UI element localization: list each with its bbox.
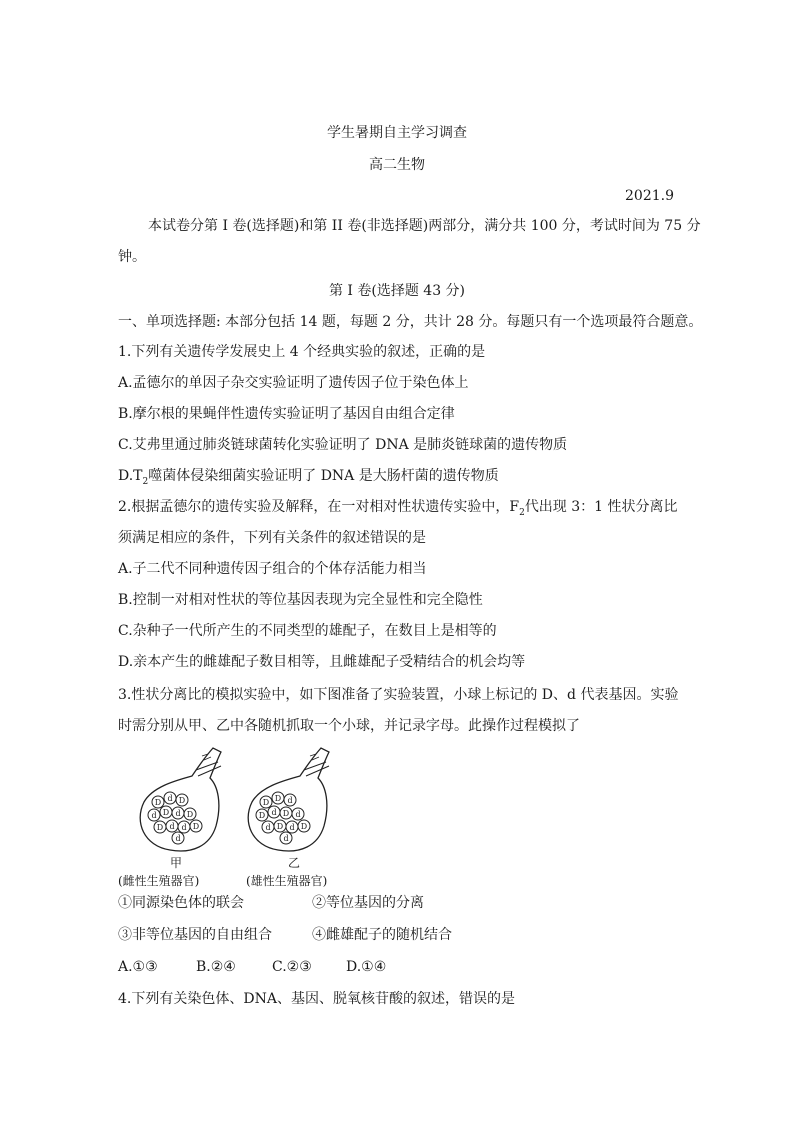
q3-choice-3: ③非等位基因的自由组合 <box>118 927 272 943</box>
intro-line-1: 本试卷分第 I 卷(选择题)和第 II 卷(非选择题)两部分，满分共 100 分，考试时间为 75 分 <box>148 218 701 234</box>
svg-text:D: D <box>258 811 266 820</box>
q2-option-d: D.亲本产生的雌雄配子数目相等，且雌雄配子受精结合的机会均等 <box>118 654 526 670</box>
q3-stem-line-2: 时需分别从甲、乙中各随机抓取一个小球，并记录字母。此操作过程模拟了 <box>118 718 580 734</box>
svg-text:D: D <box>274 794 282 803</box>
svg-text:D: D <box>162 808 170 817</box>
svg-text:d: d <box>167 794 173 803</box>
exam-title: 学生暑期自主学习调查 <box>327 125 467 141</box>
svg-text:d: d <box>151 811 157 820</box>
q2-option-b: B.控制一对相对性状的等位基因表现为完全显性和完全隐性 <box>118 592 483 608</box>
svg-text:D: D <box>154 798 162 807</box>
q4-stem: 4.下列有关染色体、DNA、基因、脱氧核苷酸的叙述，错误的是 <box>118 991 515 1007</box>
bag-figure <box>118 742 358 890</box>
section1-heading: 一、单项选择题: 本部分包括 14 题，每题 2 分，共计 28 分。每题只有一个选项最符合题意。 <box>118 314 703 330</box>
q1-option-d-subscript: 2 <box>142 476 149 487</box>
svg-text:D: D <box>282 809 290 818</box>
q2-stem-part-a: 2.根据孟德尔的遗传实验及解释，在一对相对性状遗传实验中，F <box>118 499 520 515</box>
intro-line-2: 钟。 <box>118 249 146 265</box>
svg-text:d: d <box>169 822 175 831</box>
q2-option-c: C.杂种子一代所产生的不同类型的雄配子，在数目上是相等的 <box>118 623 497 639</box>
svg-text:d: d <box>289 823 295 832</box>
svg-text:d: d <box>287 796 293 805</box>
right-bag-caption: (雄性生殖器官) <box>246 874 328 888</box>
subject-title: 高二生物 <box>369 157 425 173</box>
left-bag-label: 甲 <box>170 856 183 870</box>
svg-text:d: d <box>175 809 181 818</box>
bags-illustration <box>118 742 358 860</box>
svg-text:d: d <box>181 823 187 832</box>
svg-text:d: d <box>265 823 271 832</box>
svg-text:D: D <box>178 796 186 805</box>
q3-option-a: A.①③ <box>118 959 158 975</box>
right-bag-label: 乙 <box>288 856 301 870</box>
svg-text:D: D <box>186 810 194 819</box>
svg-text:d: d <box>295 810 301 819</box>
q1-option-c: C.艾弗里通过肺炎链球菌转化实验证明了 DNA 是肺炎链球菌的遗传物质 <box>118 437 568 453</box>
svg-text:d: d <box>283 834 289 843</box>
q1-option-a: A.孟德尔的单因子杂交实验证明了遗传因子位于染色体上 <box>118 375 469 391</box>
q3-choice-2: ②等位基因的分离 <box>312 895 424 911</box>
svg-text:D: D <box>192 822 200 831</box>
q2-stem-subscript: 2 <box>519 507 525 518</box>
q3-choice-1: ①同源染色体的联会 <box>118 895 244 911</box>
svg-text:D: D <box>156 823 164 832</box>
q3-option-b: B.②④ <box>196 959 236 975</box>
q3-choice-4: ④雌雄配子的随机结合 <box>312 927 452 943</box>
left-bag-caption: (雌性生殖器官) <box>118 874 200 888</box>
q1-stem: 1.下列有关遗传学发展史上 4 个经典实验的叙述，正确的是 <box>118 344 486 360</box>
exam-date: 2021.9 <box>625 188 674 204</box>
right-bag-balls <box>256 792 310 844</box>
q2-option-a: A.子二代不同种遗传因子组合的个体存活能力相当 <box>118 561 427 577</box>
svg-text:D: D <box>276 822 284 831</box>
svg-text:D: D <box>300 822 308 831</box>
part1-title: 第 I 卷(选择题 43 分) <box>328 283 466 299</box>
svg-text:d: d <box>271 808 277 817</box>
svg-text:D: D <box>262 798 270 807</box>
svg-text:d: d <box>175 834 181 843</box>
q2-stem-line-1 <box>118 498 678 522</box>
q1-option-d <box>118 467 499 491</box>
q3-option-c: C.②③ <box>272 959 312 975</box>
q1-option-b: B.摩尔根的果蝇伴性遗传实验证明了基因自由组合定律 <box>118 406 455 422</box>
q2-stem-line-2: 须满足相应的条件，下列有关条件的叙述错误的是 <box>118 530 426 546</box>
q2-stem-part-b: 代出现 3：1 性状分离比 <box>524 499 678 515</box>
left-bag-balls <box>148 792 202 844</box>
q3-stem-line-1: 3.性状分离比的模拟实验中，如下图准备了实验装置，小球上标记的 D、d 代表基因。实验 <box>118 687 679 703</box>
q1-option-d-prefix: D.T <box>118 468 143 484</box>
q3-option-d: D.①④ <box>346 959 387 975</box>
q1-option-d-text: 噬菌体侵染细菌实验证明了 DNA 是大肠杆菌的遗传物质 <box>148 468 499 484</box>
